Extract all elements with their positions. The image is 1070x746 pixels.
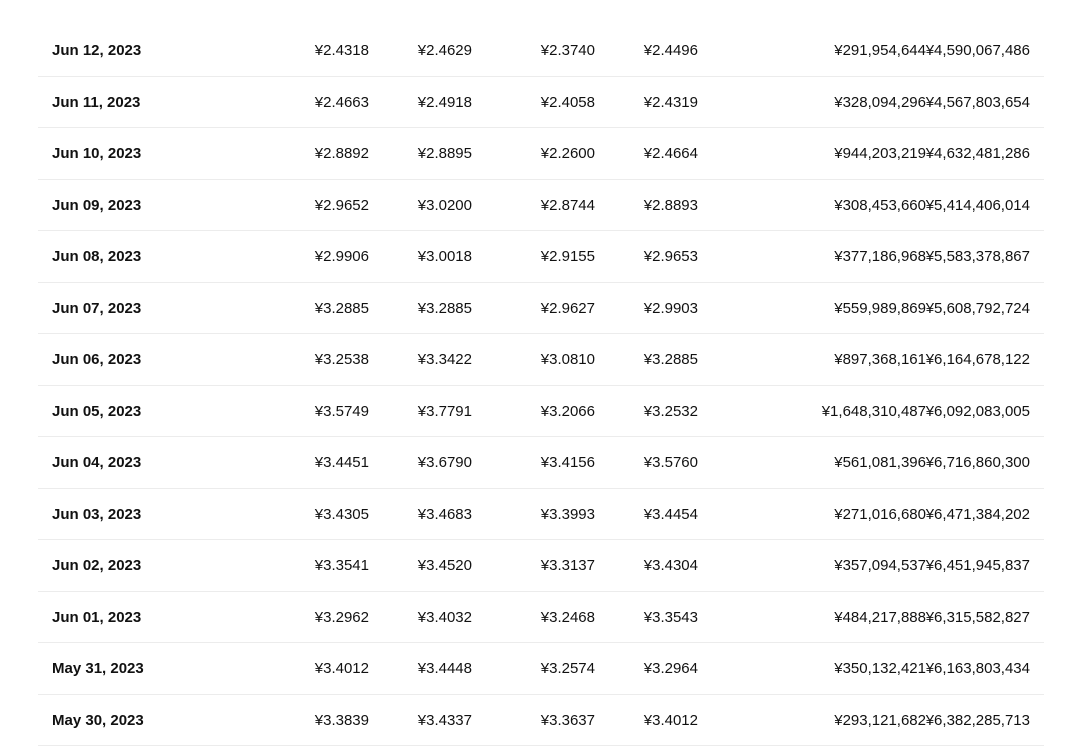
table-row	[38, 283, 1044, 335]
row-volume: ¥357,094,537	[834, 540, 926, 592]
row-market-cap: ¥6,315,582,827	[926, 592, 1030, 644]
row-volume: ¥291,954,644	[834, 25, 926, 77]
row-high-price: ¥3.6790	[418, 437, 472, 489]
row-date: Jun 04, 2023	[52, 437, 141, 489]
row-open-price: ¥3.2962	[315, 592, 369, 644]
table-row	[38, 77, 1044, 129]
row-date: Jun 01, 2023	[52, 592, 141, 644]
row-market-cap: ¥6,716,860,300	[926, 437, 1030, 489]
row-close-price: ¥2.4319	[644, 77, 698, 129]
row-open-price: ¥3.2885	[315, 283, 369, 335]
row-volume: ¥484,217,888	[834, 592, 926, 644]
row-low-price: ¥3.3137	[541, 540, 595, 592]
row-volume: ¥944,203,219	[834, 128, 926, 180]
table-row	[38, 592, 1044, 644]
row-high-price: ¥3.7791	[418, 386, 472, 438]
row-high-price: ¥3.4448	[418, 643, 472, 695]
table-row	[38, 334, 1044, 386]
row-open-price: ¥3.3541	[315, 540, 369, 592]
row-market-cap: ¥6,163,803,434	[926, 643, 1030, 695]
row-date: Jun 03, 2023	[52, 489, 141, 541]
row-market-cap: ¥6,382,285,713	[926, 695, 1030, 746]
row-date: Jun 12, 2023	[52, 25, 141, 77]
table-row	[38, 540, 1044, 592]
row-date: Jun 02, 2023	[52, 540, 141, 592]
row-market-cap: ¥5,414,406,014	[926, 180, 1030, 232]
row-market-cap: ¥4,590,067,486	[926, 25, 1030, 77]
row-open-price: ¥3.4305	[315, 489, 369, 541]
row-close-price: ¥3.5760	[644, 437, 698, 489]
row-open-price: ¥2.4318	[315, 25, 369, 77]
row-volume: ¥559,989,869	[834, 283, 926, 335]
row-date: Jun 11, 2023	[52, 77, 140, 129]
row-high-price: ¥3.0200	[418, 180, 472, 232]
row-market-cap: ¥6,451,945,837	[926, 540, 1030, 592]
row-open-price: ¥3.3839	[315, 695, 369, 746]
row-volume: ¥271,016,680	[834, 489, 926, 541]
row-open-price: ¥2.8892	[315, 128, 369, 180]
row-close-price: ¥3.2532	[644, 386, 698, 438]
table-row	[38, 489, 1044, 541]
table-row	[38, 180, 1044, 232]
row-low-price: ¥2.3740	[541, 25, 595, 77]
row-date: May 30, 2023	[52, 695, 144, 746]
row-low-price: ¥3.3637	[541, 695, 595, 746]
row-volume: ¥897,368,161	[834, 334, 926, 386]
row-low-price: ¥2.9155	[541, 231, 595, 283]
row-open-price: ¥3.4451	[315, 437, 369, 489]
row-close-price: ¥2.4664	[644, 128, 698, 180]
row-high-price: ¥3.4032	[418, 592, 472, 644]
row-close-price: ¥2.9903	[644, 283, 698, 335]
row-low-price: ¥2.2600	[541, 128, 595, 180]
table-row	[38, 25, 1044, 77]
row-high-price: ¥2.4918	[418, 77, 472, 129]
row-date: Jun 06, 2023	[52, 334, 141, 386]
row-market-cap: ¥6,164,678,122	[926, 334, 1030, 386]
row-market-cap: ¥6,471,384,202	[926, 489, 1030, 541]
row-low-price: ¥3.2468	[541, 592, 595, 644]
row-open-price: ¥3.2538	[315, 334, 369, 386]
row-market-cap: ¥4,567,803,654	[926, 77, 1030, 129]
row-date: Jun 09, 2023	[52, 180, 141, 232]
row-high-price: ¥3.2885	[418, 283, 472, 335]
row-high-price: ¥3.4520	[418, 540, 472, 592]
row-date: May 31, 2023	[52, 643, 144, 695]
table-row	[38, 695, 1044, 746]
row-high-price: ¥2.4629	[418, 25, 472, 77]
row-market-cap: ¥5,583,378,867	[926, 231, 1030, 283]
row-close-price: ¥2.4496	[644, 25, 698, 77]
row-volume: ¥1,648,310,487	[822, 386, 926, 438]
row-close-price: ¥2.8893	[644, 180, 698, 232]
row-close-price: ¥2.9653	[644, 231, 698, 283]
row-low-price: ¥3.3993	[541, 489, 595, 541]
row-low-price: ¥3.2574	[541, 643, 595, 695]
row-market-cap: ¥4,632,481,286	[926, 128, 1030, 180]
row-low-price: ¥2.9627	[541, 283, 595, 335]
row-close-price: ¥3.3543	[644, 592, 698, 644]
row-open-price: ¥2.9652	[315, 180, 369, 232]
row-open-price: ¥3.5749	[315, 386, 369, 438]
table-row	[38, 231, 1044, 283]
row-open-price: ¥2.9906	[315, 231, 369, 283]
historical-data-table	[38, 25, 1044, 746]
row-low-price: ¥2.4058	[541, 77, 595, 129]
row-high-price: ¥2.8895	[418, 128, 472, 180]
table-row	[38, 386, 1044, 438]
row-low-price: ¥3.2066	[541, 386, 595, 438]
row-volume: ¥350,132,421	[834, 643, 926, 695]
row-close-price: ¥3.4012	[644, 695, 698, 746]
table-row	[38, 643, 1044, 695]
row-date: Jun 10, 2023	[52, 128, 141, 180]
row-market-cap: ¥5,608,792,724	[926, 283, 1030, 335]
row-high-price: ¥3.3422	[418, 334, 472, 386]
row-high-price: ¥3.4337	[418, 695, 472, 746]
row-close-price: ¥3.2964	[644, 643, 698, 695]
table-row	[38, 128, 1044, 180]
row-date: Jun 07, 2023	[52, 283, 141, 335]
row-volume: ¥377,186,968	[834, 231, 926, 283]
row-close-price: ¥3.4304	[644, 540, 698, 592]
row-volume: ¥328,094,296	[834, 77, 926, 129]
row-date: Jun 08, 2023	[52, 231, 141, 283]
row-low-price: ¥2.8744	[541, 180, 595, 232]
row-volume: ¥308,453,660	[834, 180, 926, 232]
row-low-price: ¥3.0810	[541, 334, 595, 386]
row-volume: ¥561,081,396	[834, 437, 926, 489]
row-low-price: ¥3.4156	[541, 437, 595, 489]
row-close-price: ¥3.4454	[644, 489, 698, 541]
row-close-price: ¥3.2885	[644, 334, 698, 386]
row-high-price: ¥3.4683	[418, 489, 472, 541]
row-market-cap: ¥6,092,083,005	[926, 386, 1030, 438]
row-high-price: ¥3.0018	[418, 231, 472, 283]
row-date: Jun 05, 2023	[52, 386, 141, 438]
row-volume: ¥293,121,682	[834, 695, 926, 746]
row-open-price: ¥3.4012	[315, 643, 369, 695]
table-row	[38, 437, 1044, 489]
row-open-price: ¥2.4663	[315, 77, 369, 129]
